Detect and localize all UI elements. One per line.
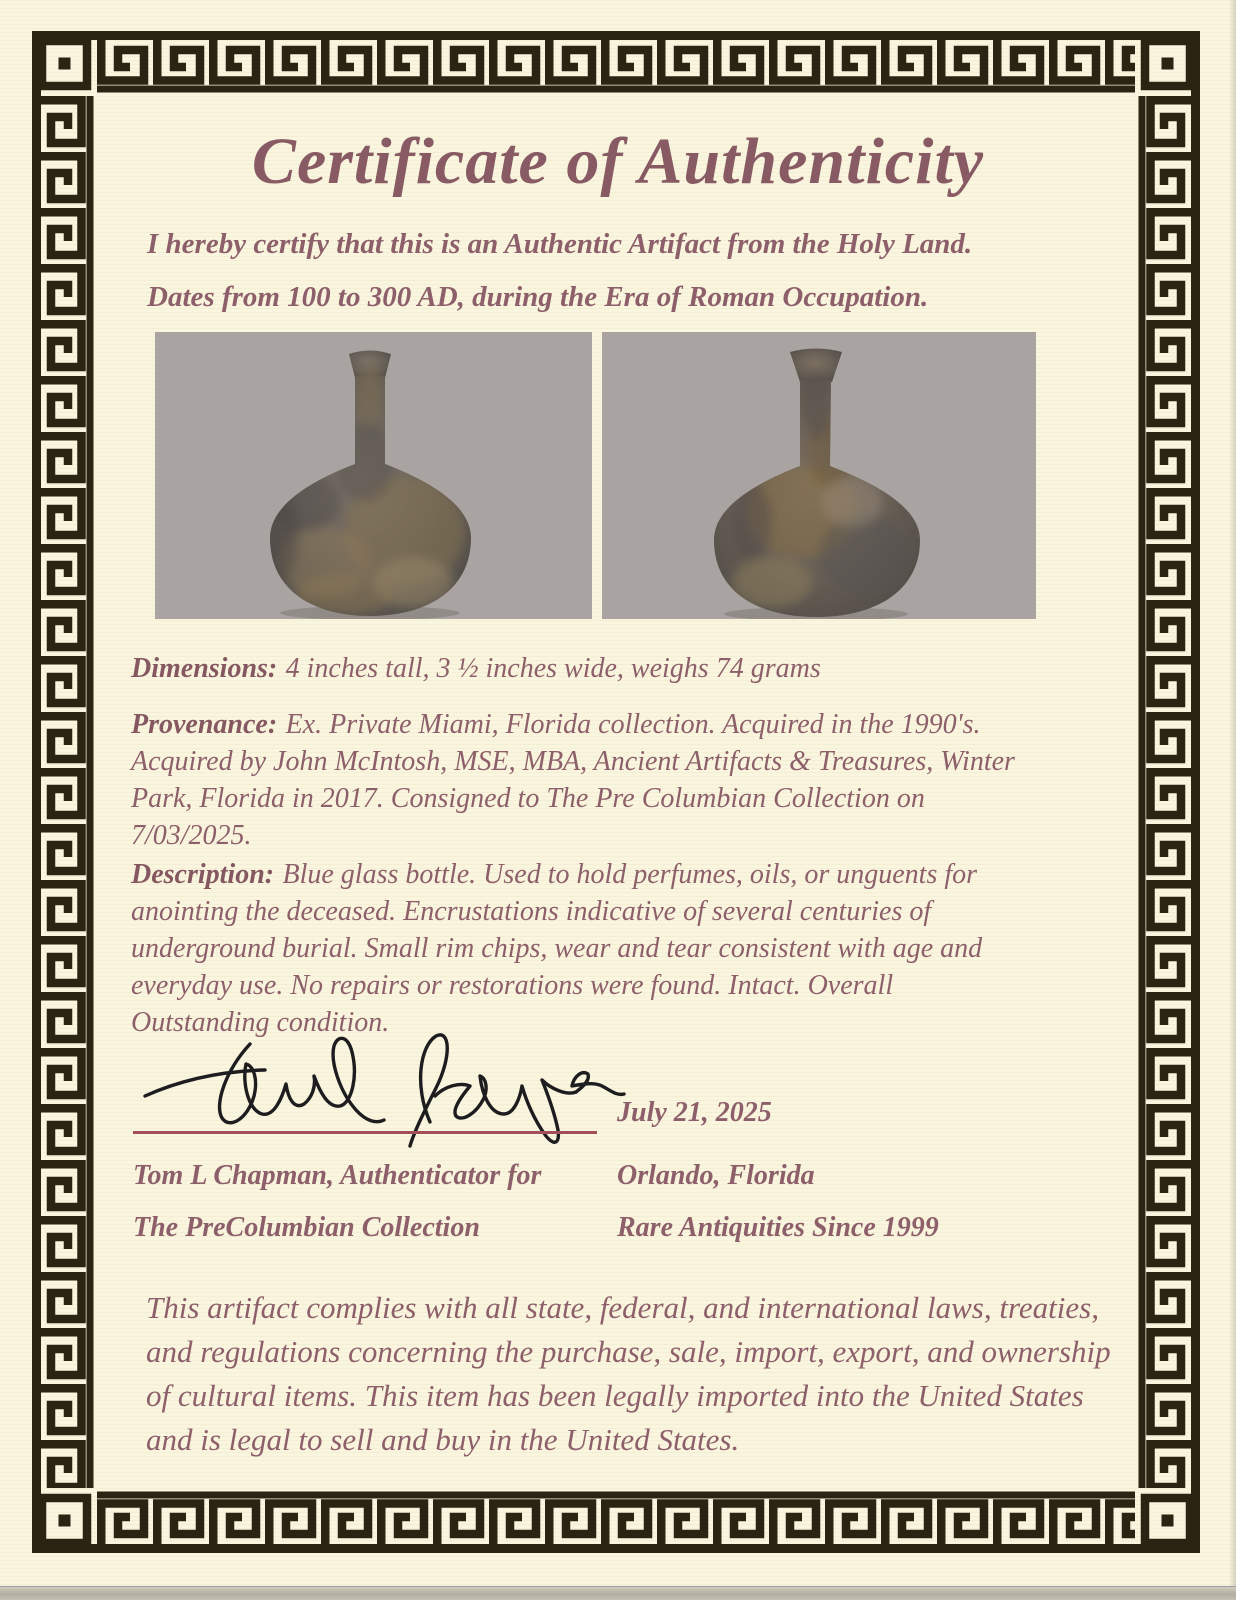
description-paragraph — [131, 856, 1036, 1041]
artifact-photo-right — [602, 332, 1036, 619]
provenance-paragraph — [131, 706, 1036, 854]
meander-bottom-band — [97, 1495, 1135, 1544]
description-text: Blue glass bottle. Used to hold perfumes, oils, or unguents for anointing the deceased. Encrustations indicative of several centuries of underground burial. Small rim chips, wear and tear consistent with age and everyday use. No repairs or restorations were found. Intact. Overall Outstanding condition. — [131, 859, 983, 1038]
signature-date: July 21, 2025 — [617, 1097, 772, 1128]
signature-line — [133, 1131, 597, 1134]
bottle-back-illustration — [602, 332, 1036, 619]
corner-motif-bottom-left — [42, 1498, 87, 1543]
org-tagline: Rare Antiquities Since 1999 — [617, 1212, 939, 1243]
signer-organization: The PreColumbian Collection — [133, 1212, 480, 1243]
scan-edge-bottom — [0, 1586, 1236, 1600]
legal-text: This artifact complies with all state, federal, and international laws, treaties, and regulations concerning the purchase, sale, import, export, and ownership of cultural items. This item has been legally imported into the United States and is legal to sell and buy in the United States. — [146, 1290, 1111, 1457]
intro-line-1: I hereby certify that this is an Authentic Artifact from the Holy Land. — [147, 228, 973, 260]
signer-name-role: Tom L Chapman, Authenticator for — [133, 1160, 542, 1191]
provenance-text: Ex. Private Miami, Florida collection. Acquired in the 1990's. Acquired by John McIntosh, MSE, MBA, Ancient Artifacts & Treasures, Winter Park, Florida in 2017. Consigned to The Pre Columbian Collection on 7/03/2025. — [131, 709, 1015, 851]
scan-edge-right — [1229, 0, 1236, 1600]
meander-right-band — [1142, 96, 1191, 1488]
bottle-front-illustration — [155, 332, 592, 619]
corner-motif-top-right — [1145, 41, 1190, 86]
intro-line-2: Dates from 100 to 300 AD, during the Era of Roman Occupation. — [147, 281, 929, 313]
corner-motif-top-left — [42, 41, 87, 86]
dimensions-text: 4 inches tall, 3 ½ inches wide, weighs 74 grams — [285, 653, 821, 684]
corner-motif-bottom-right — [1145, 1498, 1190, 1543]
artifact-photo-left — [155, 332, 592, 619]
dimensions-label: Dimensions: — [131, 653, 278, 684]
provenance-label: Provenance: — [131, 709, 278, 740]
legal-paragraph — [146, 1286, 1131, 1462]
dimensions-paragraph — [131, 650, 1081, 687]
meander-top-band — [97, 40, 1135, 89]
description-label: Description: — [131, 859, 275, 890]
signer-location: Orlando, Florida — [617, 1160, 815, 1191]
meander-left-band — [41, 96, 90, 1488]
certificate-title: Certificate of Authenticity — [251, 125, 985, 198]
